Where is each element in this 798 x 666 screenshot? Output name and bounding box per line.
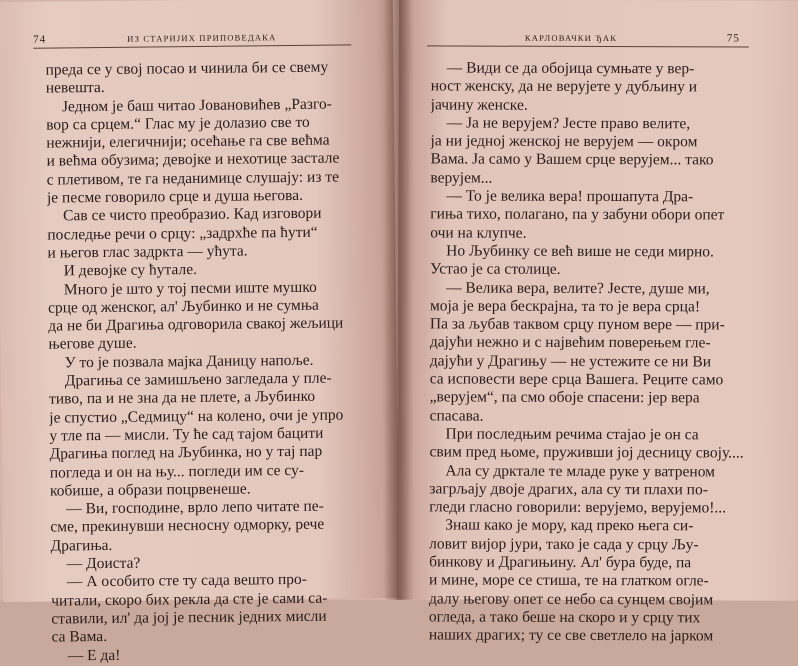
text-line: У то је позвала мајка Даницу напоље. [64, 351, 314, 372]
left-page [0, 0, 399, 664]
text-line: Сав се чисто преобразио. Кад изговори [63, 205, 322, 225]
text-line: невешта. [45, 79, 105, 97]
text-line: Па за љубав таквом срцу пуном вере — при- [429, 315, 725, 334]
text-line: његове душе. [48, 335, 137, 354]
text-line: Много је што у тој песми иште мушко [63, 278, 317, 298]
text-line: загрљају двоје драгих, ала су ти плахи по- [429, 480, 708, 499]
page-number: 74 [33, 33, 47, 46]
text-line: дајући нежно и с највећим поверењем гле- [429, 333, 711, 352]
text-line: — А особито сте ту сада вешто про- [66, 571, 308, 591]
text-line: Устао је са столице. [430, 260, 561, 279]
page-number: 75 [726, 32, 740, 45]
text-line: спасава. [429, 407, 484, 425]
text-line: и његов глас задркта — ућута. [47, 242, 248, 262]
text-line: Драгиња се замишљено загледала у пле- [64, 369, 332, 390]
text-line: ловит вијор јури, тако је сада у срцу Љу- [429, 535, 699, 554]
text-line: јачину женске. [430, 96, 528, 114]
text-line: сме, прекинувши несносну одморку, рече [50, 516, 325, 536]
text-line: очи на клупче. [430, 224, 527, 242]
text-line: с плетивом, те га неданимице слушају: из те [46, 168, 340, 189]
text-line: Једном је баш читао Јовановићев „Разго- [61, 95, 332, 116]
right-page [397, 0, 798, 645]
text-line: ност женску, да не верујете у дубљину и [430, 77, 698, 96]
left-page-text [45, 58, 359, 665]
text-line: — То је велика вера! прошапута Дра- [446, 187, 694, 206]
text-line: Драгиња поглед на Љубинка, но у тај пар [49, 442, 323, 463]
text-line: Знаш како је мору, кад преко њега си- [445, 516, 694, 535]
text-line: Ала су дрктале те младе руке у ватреном [445, 461, 716, 480]
text-line: — Доиста? [66, 554, 141, 573]
text-line: нежнији, елегичнији; осећање га све већма [46, 131, 330, 152]
text-line: „верујем“, па смо обоје спасени: јер вера [429, 388, 700, 407]
text-line: кобише, а образи поцрвенеше. [49, 480, 251, 500]
text-line: преда се у свој посао и чинила би се свему [45, 58, 329, 79]
text-line: верујем... [430, 169, 493, 187]
header-rule [33, 44, 351, 48]
text-line: ја ни једној женској не верујем — окром [430, 132, 698, 151]
text-line: моја је вера бескрајна, та то је вера срца! [429, 297, 701, 316]
right-page-text [429, 59, 763, 646]
text-line: наших драгих; ту се све светлело на јарком [428, 626, 714, 645]
text-line: огледа, а тако беше на скоро и у срцу тих [428, 608, 701, 627]
running-head: КАРЛОВАЧКИ ЂАК [524, 32, 618, 44]
text-line: При последњим речима стајао је он са [445, 425, 699, 444]
text-line: Но Љубинку се већ више не седи мирно. [446, 242, 714, 261]
text-line: — Ви, господине, врло лепо читате пе- [66, 497, 324, 518]
text-line: дајући у Драгињу — не устежите се ни Ви [429, 352, 712, 371]
text-line: је спустио „Седмицу“ на колено, очи је упро [49, 406, 344, 427]
text-line: тиво, па и не зна да не плете, а Љубинко [48, 388, 316, 408]
text-line: и већма обузима; девојке и нехотице застале [46, 149, 340, 171]
running-head: ИЗ СТАРИЈИХ ПРИПОВЕДАКА [127, 32, 277, 44]
text-line: у тле па — мисли. Ту ће сад тајом бацити [49, 424, 324, 445]
text-line: је песме говорило срце и душа његова. [46, 186, 304, 207]
text-line: вор са срцем.“ Глас му је долазио све то [46, 113, 310, 134]
text-line: Драгиња. [50, 536, 113, 555]
text-line: читали, скоро бих рекла да сте је сами са- [51, 589, 328, 610]
text-line: срце од женског, ал' Љубинко и не сумња [47, 296, 319, 317]
text-line: — Ја не верујем? Јесте право велите, [446, 114, 691, 133]
text-line: И девојке су ћутале. [63, 261, 198, 280]
text-line: гиња тихо, полагано, па у забуни обори опет [430, 205, 725, 224]
book-gutter [384, 0, 414, 600]
text-line: — Е да! [67, 646, 121, 664]
text-line: — Велика вера, велите? Јесте, душе ми, [446, 279, 710, 297]
text-line: свим пред њоме, пруживши јој десницу своју.... [429, 443, 744, 462]
text-line: са исповести вере срца Вашега. Реците само [429, 370, 724, 389]
text-line: — Види се да обојица сумњате у вер- [446, 59, 695, 78]
text-line: са Вама. [51, 628, 108, 646]
text-line: далу његову опет се небо са сунцем својим [428, 590, 714, 609]
text-line: и мине, море се стиша, те на глатком огле- [428, 571, 709, 590]
text-line: да не би Драгиња одговорила свакој жељици [48, 314, 344, 335]
text-line: последње речи о срцу: „задрхће па ћути“ [47, 223, 318, 244]
text-line: погледа и он на њу... погледи им се су- [49, 461, 305, 482]
text-line: бинкову и Драгињину. Ал' бура буде, па [429, 553, 692, 572]
text-line: Вама. Ја само у Вашем срце верујем... тако [430, 150, 714, 169]
header-rule [427, 45, 749, 47]
text-line: гледи гласно говорили: верујемо, верујемо!... [429, 498, 727, 517]
text-line: ставили, ил' да јој је песник једних мисли [51, 607, 327, 628]
